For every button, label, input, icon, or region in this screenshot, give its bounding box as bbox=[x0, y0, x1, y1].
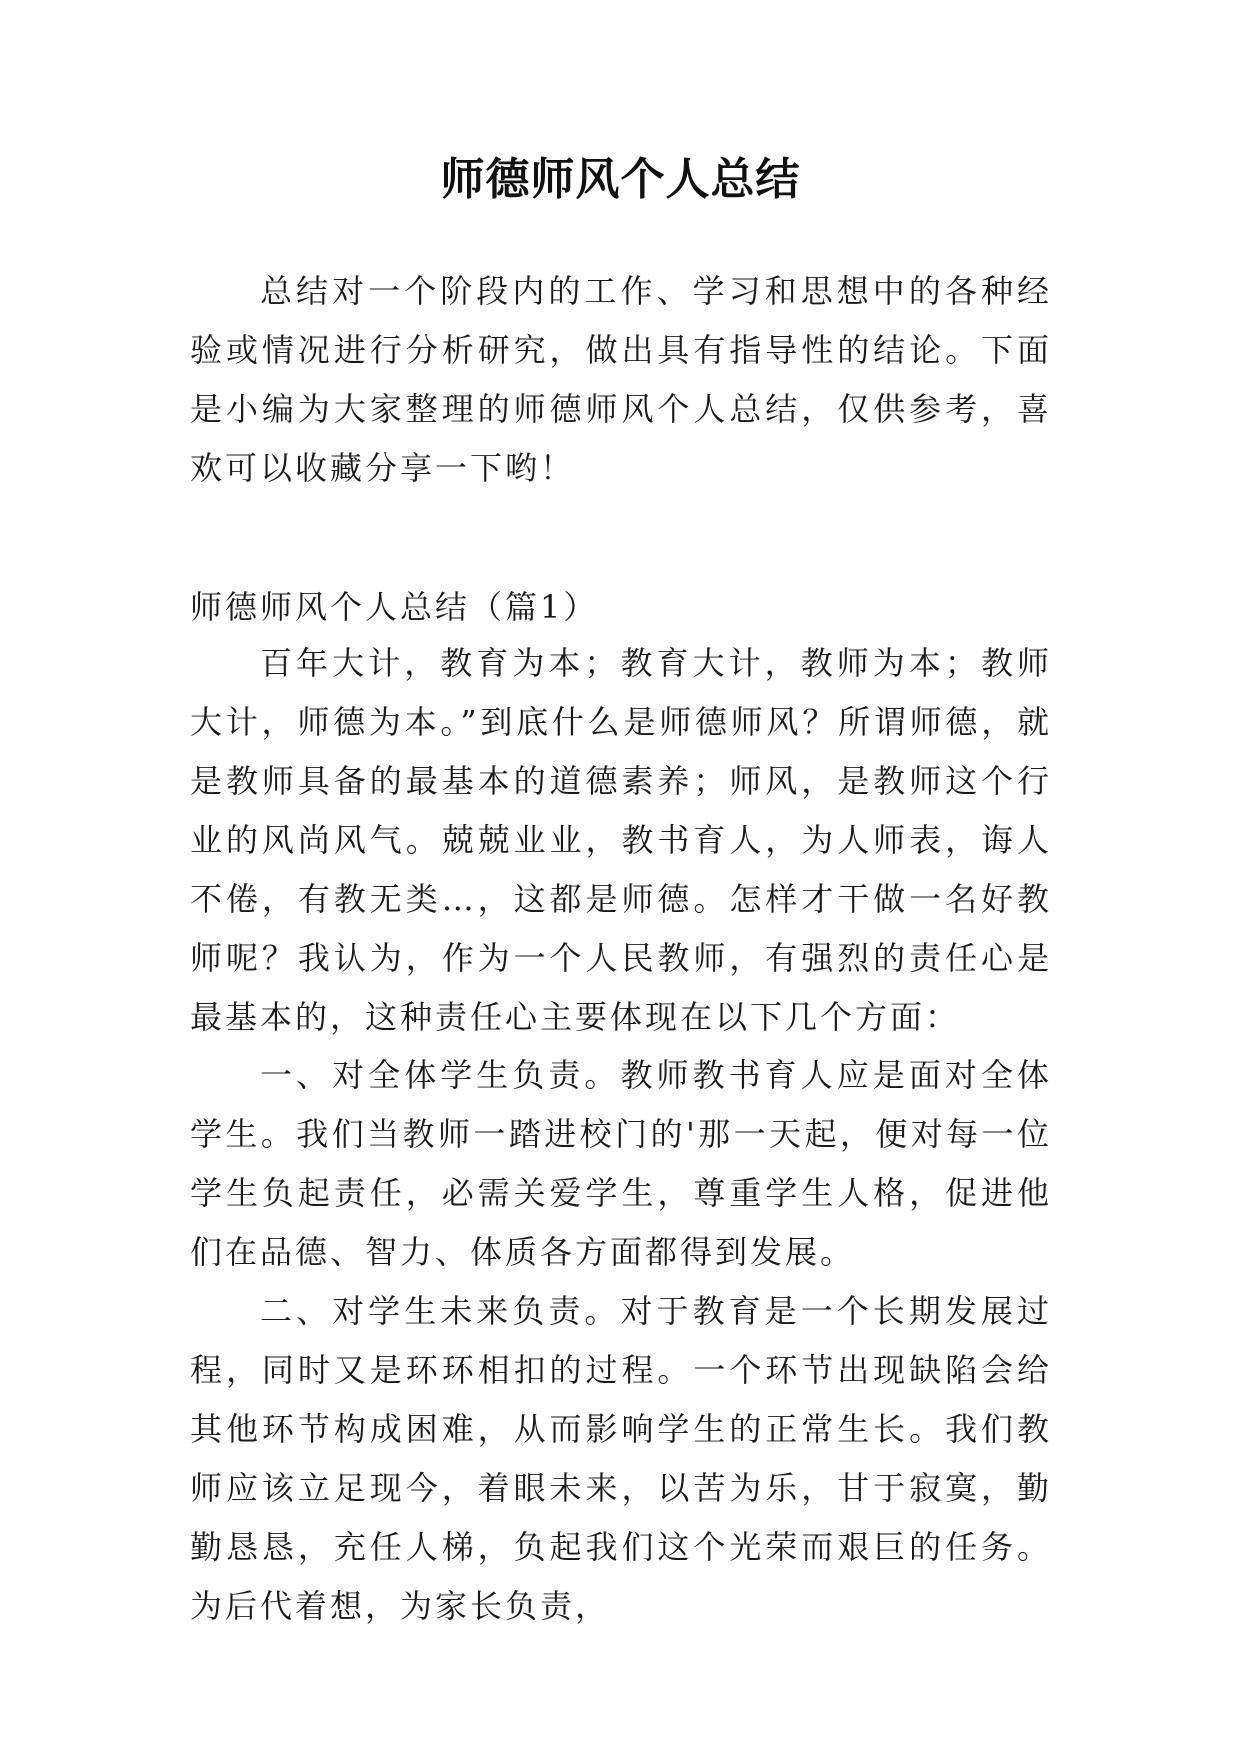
intro-paragraph: 总结对一个阶段内的工作、学习和思想中的各种经验或情况进行分析研究，做出具有指导性的结论。下面是小编为大家整理的师德师风个人总结，仅供参考，喜欢可以收藏分享一下哟！ bbox=[190, 272, 1052, 487]
body-paragraph-1: 百年大计，教育为本；教育大计，教师为本；教师大计，师德为本。”到底什么是师德师风？所谓师德，就是教师具备的最基本的道德素养；师风，是教师这个行业的风尚风气。兢兢业业，教书育人，为人师表，诲人不倦，有教无类…，这都是师德。怎样才干做一名好教师呢？我认为，作为一个人民教师，有强烈的责任心是最基本的，这种责任心主要体现在以下几个方面： bbox=[190, 644, 1052, 1036]
document-title: 师德师风个人总结 bbox=[440, 154, 801, 205]
body-paragraph-3: 二、对学生未来负责。对于教育是一个长期发展过程，同时又是环环相扣的过程。一个环节出现缺陷会给其他环节构成困难，从而影响学生的正常生长。我们教师应该立足现今，着眼未来，以苦为乐，甘于寂寞，勤勤恳恳，充任人梯，负起我们这个光荣而艰巨的任务。为后代着想，为家长负责， bbox=[190, 1292, 1052, 1625]
section-heading: 师德师风个人总结（篇1） bbox=[190, 588, 599, 626]
body-paragraph-2: 一、对全体学生负责。教师教书育人应是面对全体学生。我们当教师一踏进校门的'那一天起，便对每一位学生负起责任，必需关爱学生，尊重学生人格，促进他们在品德、智力、体质各方面都得到发展。 bbox=[190, 1056, 1052, 1271]
